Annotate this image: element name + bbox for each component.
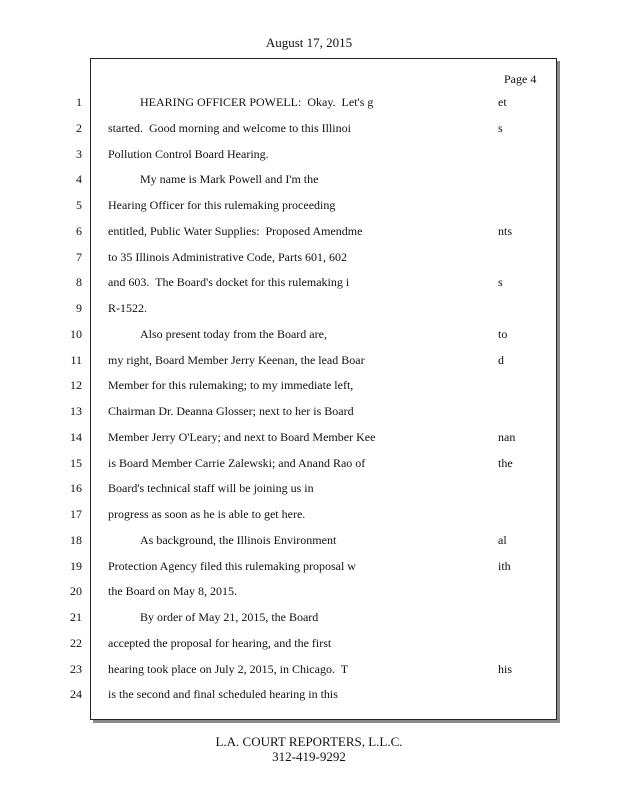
line-text: Member Jerry O'Leary; and next to Board Member Kee xyxy=(108,429,376,444)
line-text: hearing took place on July 2, 2015, in Chicago. T xyxy=(108,661,349,676)
transcript-date: August 17, 2015 xyxy=(265,35,353,50)
line-number: 15 xyxy=(70,455,82,470)
line-continuation: s xyxy=(498,275,503,290)
line-number: 23 xyxy=(70,661,82,676)
transcript-line xyxy=(0,250,618,266)
line-text: is Board Member Carrie Zalewski; and Anand Rao of xyxy=(108,455,366,470)
page-number: Page 4 xyxy=(504,72,537,86)
line-number: 1 xyxy=(76,95,82,109)
transcript-line xyxy=(0,198,618,214)
line-continuation: nts xyxy=(498,223,513,238)
line-text: Also present today from the Board are, xyxy=(140,326,327,341)
line-text: started. Good morning and welcome to this Illinoi xyxy=(108,120,351,135)
line-number: 10 xyxy=(70,326,82,341)
transcript-line xyxy=(0,481,618,497)
line-text: By order of May 21, 2015, the Board xyxy=(140,610,319,624)
line-continuation: his xyxy=(498,661,513,676)
transcript-line xyxy=(0,456,618,472)
line-number: 11 xyxy=(70,352,82,367)
footer xyxy=(0,734,618,764)
line-text: As background, the Illinois Environment xyxy=(140,532,337,547)
transcript-line xyxy=(0,636,618,652)
line-number: 14 xyxy=(70,429,82,444)
line-text: Board's technical staff will be joining us in xyxy=(108,481,314,496)
line-number: 24 xyxy=(70,687,82,702)
line-number: 8 xyxy=(76,275,82,290)
line-number: 6 xyxy=(76,223,82,238)
line-text: HEARING OFFICER POWELL: Okay. Let's g xyxy=(140,95,374,109)
transcript-line xyxy=(0,533,618,549)
transcript-line xyxy=(0,662,618,678)
line-continuation: al xyxy=(498,532,507,547)
transcript-line xyxy=(0,172,618,188)
line-continuation: et xyxy=(498,95,507,109)
transcript-line xyxy=(0,327,618,343)
line-number: 17 xyxy=(70,507,82,521)
line-text: Pollution Control Board Hearing. xyxy=(108,146,269,161)
line-number: 9 xyxy=(76,301,82,315)
transcript-line xyxy=(0,301,618,317)
line-text: to 35 Illinois Administrative Code, Parts 601, 602 xyxy=(108,249,347,264)
line-text: is the second and final scheduled hearing in this xyxy=(108,687,338,702)
line-number: 22 xyxy=(70,635,82,650)
line-number: 2 xyxy=(76,120,82,135)
line-continuation: d xyxy=(498,352,504,367)
line-text: entitled, Public Water Supplies: Proposed Amendme xyxy=(108,223,363,238)
line-text: R-1522. xyxy=(108,301,147,315)
transcript-line xyxy=(0,147,618,163)
reporter-company: L.A. COURT REPORTERS, L.L.C. xyxy=(215,734,403,749)
line-text: and 603. The Board's docket for this rulemaking i xyxy=(108,275,350,290)
line-text: Member for this rulemaking; to my immediate left, xyxy=(108,378,354,393)
line-number: 3 xyxy=(76,146,82,161)
transcript-line xyxy=(0,224,618,240)
line-continuation: ith xyxy=(498,558,511,573)
line-number: 12 xyxy=(70,378,82,393)
line-number: 20 xyxy=(70,584,82,599)
line-number: 4 xyxy=(76,172,82,187)
transcript-line xyxy=(0,584,618,600)
line-text: Protection Agency filed this rulemaking proposal w xyxy=(108,558,356,573)
line-number: 5 xyxy=(76,198,82,212)
line-number: 16 xyxy=(70,481,82,496)
line-text: Hearing Officer for this rulemaking proceeding xyxy=(108,198,336,212)
transcript-line xyxy=(0,275,618,291)
transcript-line xyxy=(0,95,618,111)
line-number: 13 xyxy=(70,404,82,418)
line-number: 7 xyxy=(76,249,82,264)
reporter-phone: 312-419-9292 xyxy=(272,749,346,764)
line-text: My name is Mark Powell and I'm the xyxy=(140,172,319,187)
transcript-line xyxy=(0,353,618,369)
line-text: accepted the proposal for hearing, and the first xyxy=(108,635,332,650)
line-continuation: the xyxy=(498,455,513,470)
transcript-line xyxy=(0,507,618,523)
transcript-line xyxy=(0,378,618,394)
transcript-line xyxy=(0,430,618,446)
line-number: 18 xyxy=(70,532,82,547)
line-continuation: to xyxy=(498,326,508,341)
line-text: the Board on May 8, 2015. xyxy=(108,584,237,599)
line-text: Chairman Dr. Deanna Glosser; next to her is Board xyxy=(108,404,354,418)
line-continuation: s xyxy=(498,120,503,135)
transcript-line xyxy=(0,610,618,626)
line-text: my right, Board Member Jerry Keenan, the lead Boar xyxy=(108,352,365,367)
line-text: progress as soon as he is able to get here. xyxy=(108,507,306,521)
transcript-line xyxy=(0,559,618,575)
transcript-line xyxy=(0,687,618,703)
line-number: 19 xyxy=(70,558,82,573)
transcript-line xyxy=(0,121,618,137)
line-number: 21 xyxy=(70,610,82,624)
line-continuation: nan xyxy=(498,429,516,444)
transcript-line xyxy=(0,404,618,420)
